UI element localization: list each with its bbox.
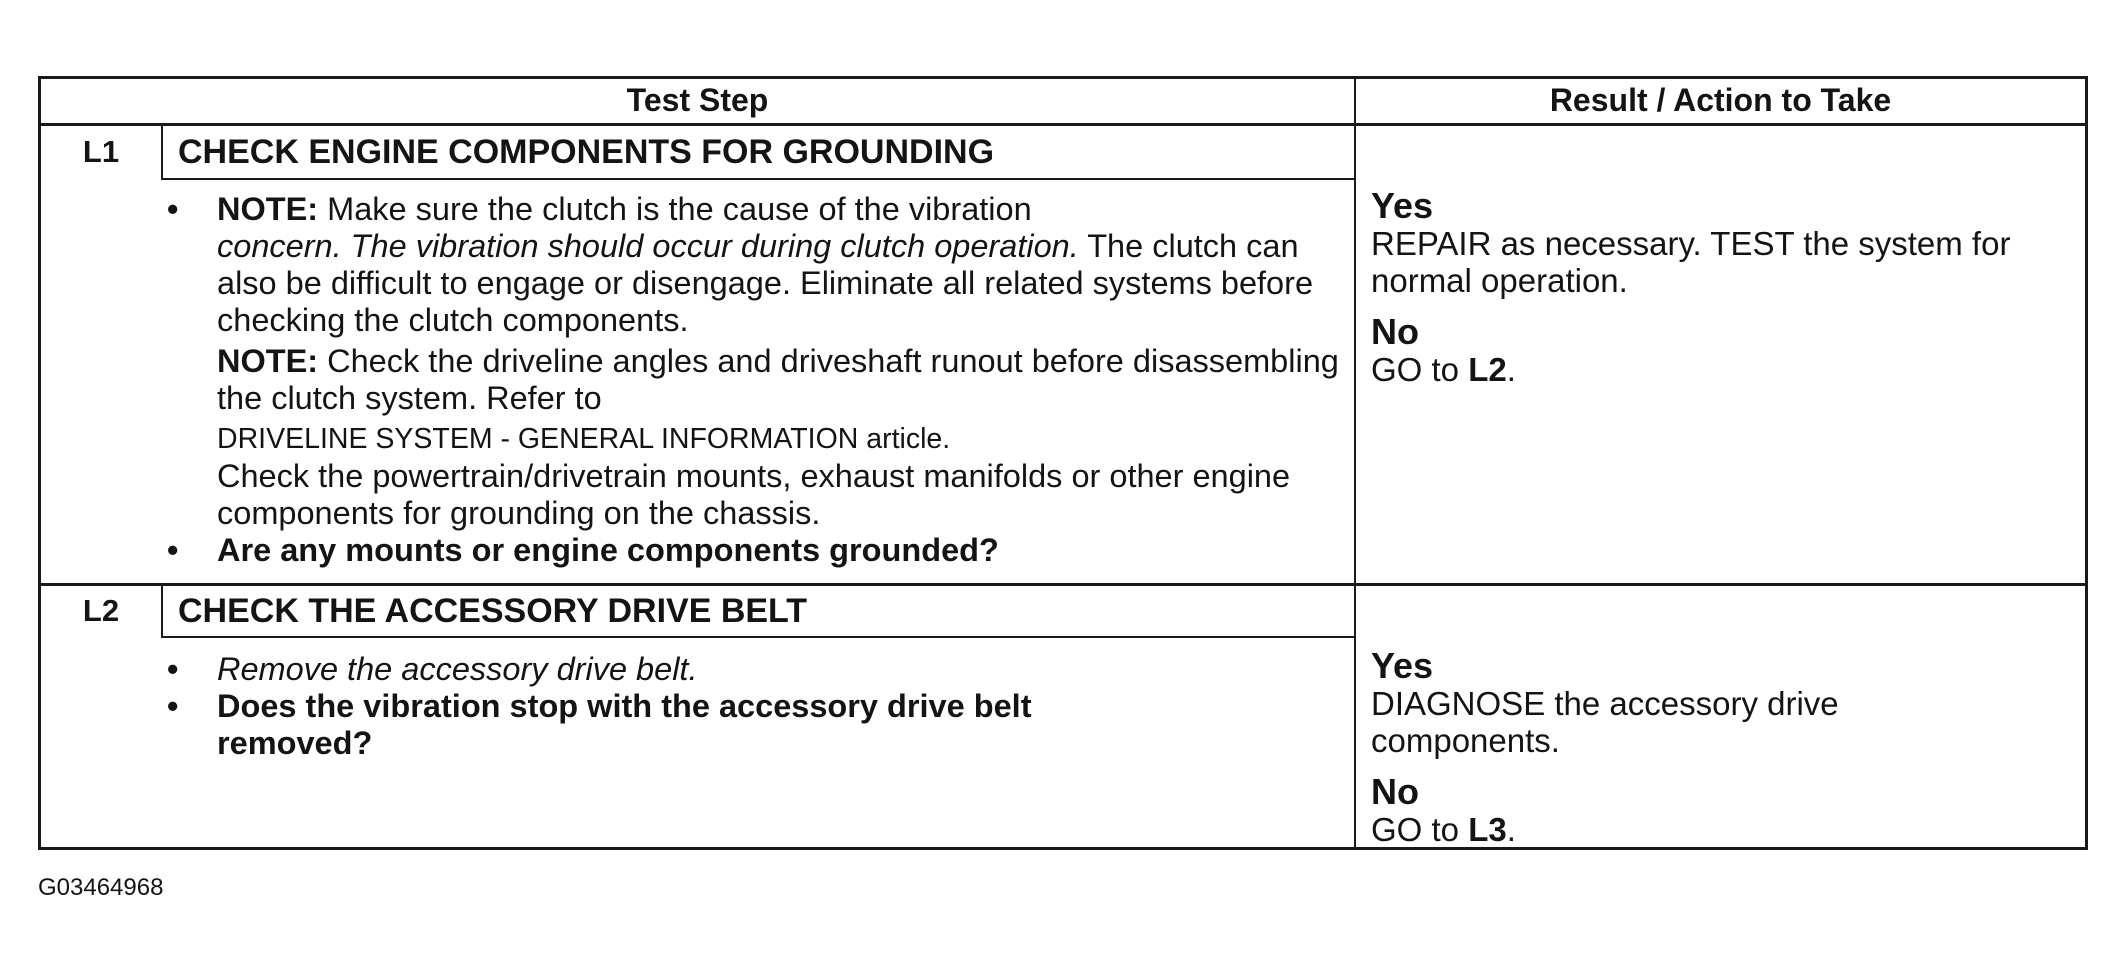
step-title-l1: CHECK ENGINE COMPONENTS FOR GROUNDING bbox=[178, 133, 995, 171]
step-id-divider-l1 bbox=[161, 126, 163, 178]
no-label: No bbox=[1371, 771, 1419, 812]
note-text: Check the driveline angles and driveshaft runout before disassembling the clutch system. Refer to bbox=[217, 343, 1339, 416]
action-item bbox=[159, 651, 1339, 688]
note-item-2 bbox=[159, 343, 1339, 417]
no-label: No bbox=[1371, 311, 1419, 352]
question-text: Are any mounts or engine components grounded? bbox=[217, 532, 999, 568]
yes-label: Yes bbox=[1371, 645, 1434, 686]
step-body-l2 bbox=[159, 651, 1339, 762]
reference-link[interactable]: DRIVELINE SYSTEM - GENERAL INFORMATION article. bbox=[217, 423, 951, 455]
diagnostic-table bbox=[38, 76, 2088, 850]
question-item bbox=[159, 688, 1339, 762]
note-text-italic: concern. The vibration should occur during clutch operation. bbox=[217, 228, 1079, 264]
title-divider-l2 bbox=[161, 636, 1354, 638]
step-id-l2: L2 bbox=[82, 593, 120, 628]
step-body-l1 bbox=[159, 191, 1339, 569]
goto-step-link[interactable]: L2 bbox=[1468, 351, 1507, 388]
result-l2 bbox=[1371, 647, 2011, 848]
note-item-1 bbox=[159, 191, 1339, 339]
goto-step-link[interactable]: L3 bbox=[1468, 811, 1507, 848]
test-step-header: Test Step bbox=[626, 82, 769, 118]
no-action: GO to L2. bbox=[1371, 351, 1516, 388]
note-text: Make sure the clutch is the cause of the vibration bbox=[318, 191, 1032, 227]
question-text: Does the vibration stop with the accessory drive belt removed? bbox=[217, 688, 1032, 761]
bullet-icon: • bbox=[167, 651, 179, 687]
result-l1 bbox=[1371, 187, 2071, 388]
yes-action: DIAGNOSE the accessory drive components. bbox=[1371, 685, 1839, 759]
figure-id: G03464968 bbox=[38, 874, 164, 901]
bullet-icon: • bbox=[167, 532, 179, 568]
question-item bbox=[159, 532, 1339, 569]
bullet-icon: • bbox=[167, 191, 179, 227]
step-id-l1: L1 bbox=[82, 134, 120, 169]
result-action-header: Result / Action to Take bbox=[1549, 82, 1892, 118]
header-divider bbox=[41, 123, 2085, 126]
bullet-icon: • bbox=[167, 688, 179, 724]
note-label: NOTE: bbox=[217, 343, 319, 379]
step-id-divider-l2 bbox=[161, 586, 163, 636]
action-text: Remove the accessory drive belt. bbox=[217, 651, 698, 687]
instruction-text: Check the powertrain/drivetrain mounts, exhaust manifolds or other engine components for grounding on the chassis. bbox=[217, 458, 1291, 531]
step-title-l2: CHECK THE ACCESSORY DRIVE BELT bbox=[178, 592, 808, 630]
no-action: GO to L3. bbox=[1371, 811, 1516, 848]
yes-action: REPAIR as necessary. TEST the system for normal operation. bbox=[1371, 225, 2011, 299]
column-divider bbox=[1354, 79, 1356, 847]
note-text: The clutch can also be difficult to engage or disengage. Eliminate all related systems before checking the clutch components. bbox=[217, 228, 1314, 338]
yes-label: Yes bbox=[1371, 185, 1434, 226]
title-divider-l1 bbox=[161, 178, 1354, 180]
note-label: NOTE: bbox=[217, 191, 319, 227]
